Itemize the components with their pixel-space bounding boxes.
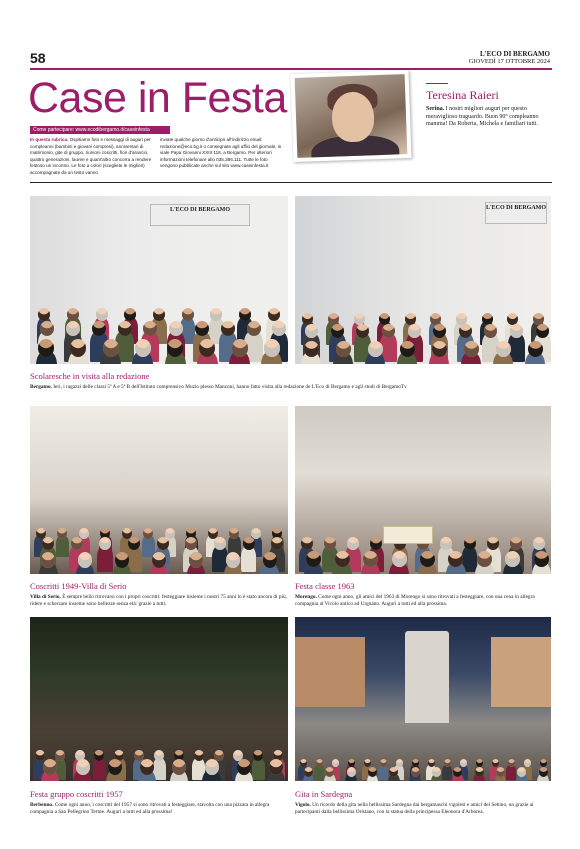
group-people <box>295 711 551 781</box>
person-head <box>214 537 226 550</box>
person-head <box>408 324 421 338</box>
person-head <box>335 551 350 568</box>
person-head <box>195 321 209 336</box>
story-text-2: Villa di Serio. È sempre bello ritrovarsi con i propri coscritti: festeggiare insieme i nostri 75 anni lo è stato ancora di più, ridere e scherzare insieme sono bellezze senza età: grazie a tutti. <box>30 594 287 607</box>
person-head <box>221 321 235 336</box>
person-head <box>268 308 280 321</box>
person-head <box>347 767 356 777</box>
person-head <box>264 339 280 357</box>
person-head <box>243 537 255 550</box>
person-head <box>539 767 548 777</box>
group-people <box>30 671 288 781</box>
person-head <box>237 759 251 774</box>
page-number: 58 <box>30 50 46 66</box>
person-head <box>524 759 531 767</box>
group-people <box>30 214 288 364</box>
person-head <box>55 750 65 761</box>
person-head <box>92 321 106 336</box>
person-head <box>380 759 387 767</box>
person-head <box>232 339 248 357</box>
person-head <box>304 767 313 777</box>
person-head <box>536 324 549 338</box>
story-text-3: Morengo. Come ogni anno, gli amici del 1963 di Morengo si sono ritrovati a festeggiare, con una cena in allegra compagnia al Vicolo antico ad Urgnano. Auguri a tutti ed alla prossima. <box>295 594 535 607</box>
person-head <box>157 537 169 550</box>
photo-coscritti-1949 <box>30 406 288 574</box>
person-head <box>300 759 307 767</box>
person-head <box>368 767 377 777</box>
person-head <box>165 528 175 539</box>
person-head <box>182 308 194 321</box>
person-head <box>96 308 108 321</box>
header-rule <box>30 68 552 70</box>
group-people <box>295 434 551 574</box>
person-head <box>35 750 45 761</box>
person-head <box>392 551 407 568</box>
person-head <box>43 759 57 774</box>
person-head <box>154 750 164 761</box>
person-head <box>336 341 351 358</box>
person-head <box>247 321 261 336</box>
person-head <box>534 551 549 568</box>
person-head <box>432 341 447 358</box>
story-title-2: Coscritti 1949-Villa di Serio <box>30 581 127 591</box>
intro-text-1: Ospitiamo foto e messaggi di auguri per compleanni (bambini e giovani compresi), anniversari di matrimonio, gite di gruppo, riunioni coscritti, fiori d'arancio, quattro generazioni, lauree e quant'altro concorra a rendere festoso un incontro. Le foto a colori (scegliete le migliori) accompagnate da un testo vanno <box>30 137 152 175</box>
person-head <box>464 341 479 358</box>
group-people <box>30 444 288 574</box>
person-head <box>108 759 122 774</box>
person-head <box>492 759 499 767</box>
person-head <box>115 552 129 567</box>
person-head <box>79 528 89 539</box>
person-head <box>194 750 204 761</box>
person-head <box>169 321 183 336</box>
person-head <box>396 759 403 767</box>
person-head <box>412 759 419 767</box>
person-head <box>57 528 67 539</box>
person-head <box>324 537 336 550</box>
story-text-5: Vigolo. Un ricordo della gita nella bellissima Sardegna dai bergamaschi vigolesi e amici del Sebino, un grazie ai partecipanti dalla bellissima Oristano, con la statua della principessa Eleonora d'Arborea. <box>295 802 534 815</box>
person-head <box>143 528 153 539</box>
story-title-3: Festa classe 1963 <box>295 581 355 591</box>
person-head <box>510 537 522 550</box>
person-head <box>269 759 283 774</box>
person-head <box>420 551 435 568</box>
person-head <box>508 759 515 767</box>
person-head <box>135 339 151 357</box>
person-head <box>140 759 154 774</box>
person-head <box>475 767 484 777</box>
portrait-photo <box>295 74 408 158</box>
photo-sign: L'ECO DI BERGAMO <box>485 202 547 224</box>
person-head <box>510 324 523 338</box>
building <box>491 637 551 707</box>
person-head <box>496 341 511 358</box>
person-head <box>226 552 240 567</box>
person-head <box>172 759 186 774</box>
story-title-5: Gita in Sardegna <box>295 789 353 799</box>
newspaper-name: L'ECO DI BERGAMO <box>479 50 550 58</box>
person-head <box>433 324 446 338</box>
photo-gita-sardegna <box>295 617 551 781</box>
person-head <box>444 759 451 767</box>
photo-coscritti-1957 <box>30 617 288 781</box>
photo-sign: L'ECO DI BERGAMO <box>150 204 250 226</box>
person-head <box>251 528 261 539</box>
feature-name: Teresina Raieri <box>426 88 499 102</box>
person-head <box>118 321 132 336</box>
story-text-1: Bergamo. Ieri, i ragazzi delle classi 5ª A e 5ª B dell'Istituto comprensivo Muzio plesso Manzoni, hanno fatto visita alla redazione de L'Eco di Bergamo e agli studi di BergamoTv <box>30 384 407 390</box>
newspaper-masthead <box>469 50 550 66</box>
section-divider <box>30 182 552 183</box>
group-people <box>295 214 551 364</box>
person-head <box>42 537 54 550</box>
issue-date: GIOVEDÌ 17 OTTOBRE 2024 <box>468 58 550 65</box>
intro-column-1 <box>30 137 156 177</box>
feature-text <box>426 106 552 129</box>
person-head <box>331 324 344 338</box>
feature-message: I nostri migliori auguri per questo meraviglioso traguardo. Buon 90° compleanno mamma! Da Roberta, Michela e familiari tutti. <box>426 106 539 128</box>
person-head <box>368 341 383 358</box>
person-head <box>428 759 435 767</box>
person-head <box>528 341 543 358</box>
person-head <box>128 537 140 550</box>
photo-school-visit-2 <box>295 196 551 364</box>
cake <box>383 526 433 544</box>
person-head <box>432 767 441 777</box>
intro-lead: In questa rubrica. <box>30 137 69 142</box>
person-head <box>382 324 395 338</box>
feature-portrait <box>291 70 412 162</box>
person-head <box>40 321 54 336</box>
person-head <box>400 341 415 358</box>
person-head <box>460 759 467 767</box>
person-head <box>540 759 547 767</box>
person-head <box>477 551 492 568</box>
person-head <box>78 552 92 567</box>
person-head <box>38 339 54 357</box>
statue-monument <box>405 631 449 723</box>
person-head <box>71 537 83 550</box>
person-head <box>348 759 355 767</box>
person-head <box>487 537 499 550</box>
story-text-4: Berbenno. Come ogni anno, i coscritti del 1957 si sono ritrovati a festeggiare, stavolta con una pizzata in allegra compagnia a San Pellegrino Terme. Auguri a tutti ed alla prossima! <box>30 802 270 815</box>
person-head <box>263 552 277 567</box>
building <box>295 637 365 707</box>
person-head <box>464 537 476 550</box>
person-head <box>496 767 505 777</box>
story-title-1: Scolaresche in visita alla redazione <box>30 371 150 381</box>
person-head <box>167 339 183 357</box>
person-head <box>364 759 371 767</box>
person-head <box>66 321 80 336</box>
person-head <box>476 759 483 767</box>
person-head <box>152 552 166 567</box>
person-head <box>189 552 203 567</box>
section-title: Case in Festa <box>28 74 287 122</box>
feature-rule <box>426 83 448 84</box>
person-head <box>103 339 119 357</box>
person-head <box>459 324 472 338</box>
person-head <box>411 767 420 777</box>
person-head <box>305 324 318 338</box>
photo-school-visit-1 <box>30 196 288 364</box>
person-head <box>301 537 313 550</box>
person-head <box>304 341 319 358</box>
person-head <box>205 759 219 774</box>
person-head <box>332 759 339 767</box>
info-strip[interactable]: Come partecipare: www.ecodibergamo.it/caseinfesta <box>30 126 170 134</box>
person-head <box>229 528 239 539</box>
photo-classe-1963 <box>295 406 551 574</box>
person-head <box>76 759 90 774</box>
person-head <box>316 759 323 767</box>
intro-column-2: inviate qualche giorno d'anticipo all'indirizzo email: redazione@eco.bg.it o consegnate agli uffici del giornale, in viale Papa Giovanni XXIII 118, a Bergamo. Per ulteriori informazioni telefonare allo 035.386.111. Tutte le foto vengono pubblicate anche sul sito www.caseinfesta.it <box>160 137 282 169</box>
feature-place: Serina. <box>426 106 445 112</box>
story-title-4: Festa gruppo coscritti 1957 <box>30 789 123 799</box>
